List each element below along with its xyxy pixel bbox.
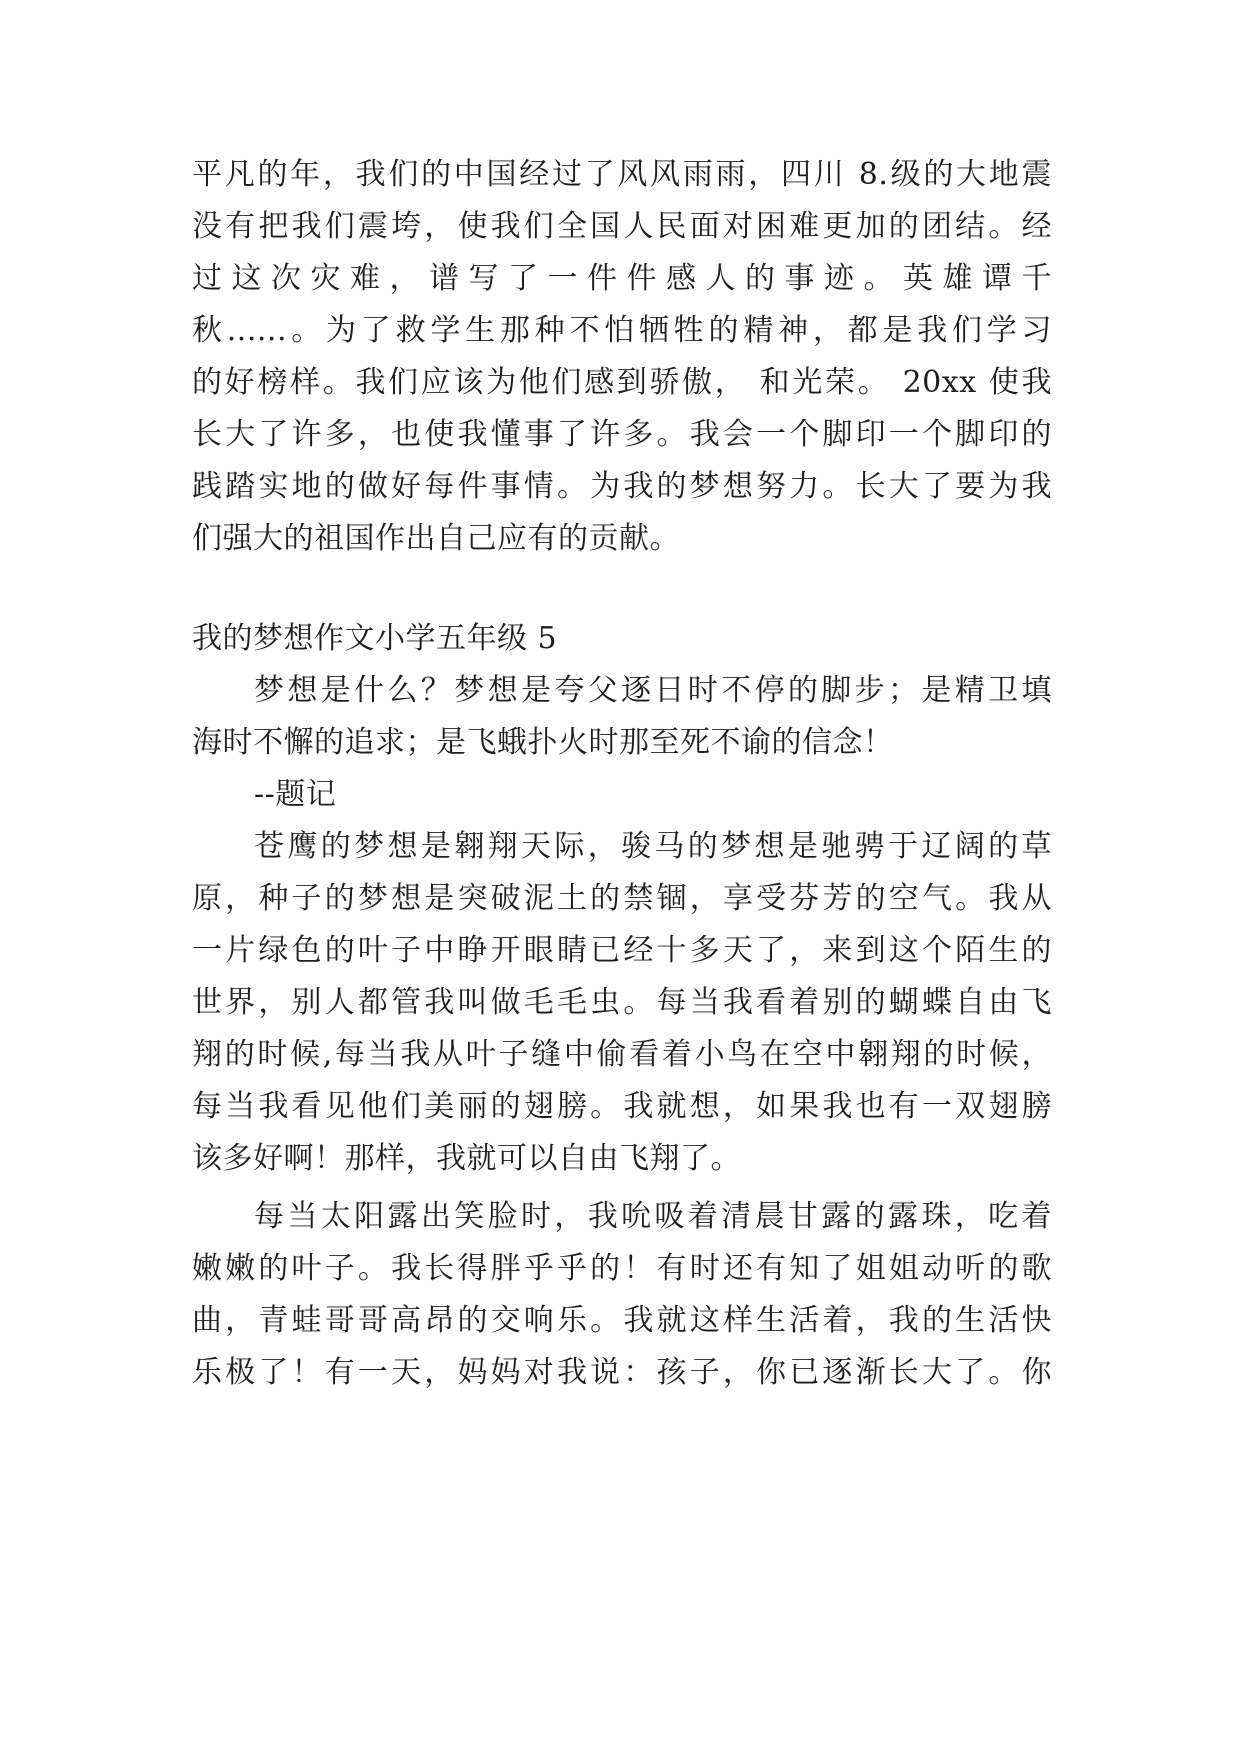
epigraph-attribution: --题记 xyxy=(254,777,337,812)
body-text-line: 该多好啊！那样，我就可以自由飞翔了。 xyxy=(192,1141,741,1176)
body-text-line: 们强大的祖国作出自己应有的贡献。 xyxy=(192,521,680,556)
section-title: 我的梦想作文小学五年级 5 xyxy=(192,621,558,656)
body-text-line: 乐极了！有一天，妈妈对我说：孩子，你已逐渐长大了。你 xyxy=(192,1355,1052,1390)
body-text-line: 世界，别人都管我叫做毛毛虫。每当我看着别的蝴蝶自由飞 xyxy=(192,985,1052,1020)
epigraph-line: 梦想是什么？梦想是夸父逐日时不停的脚步；是精卫填 xyxy=(254,673,1052,708)
body-text-line: 原，种子的梦想是突破泥土的禁锢，享受芬芳的空气。我从 xyxy=(192,881,1052,916)
body-text-line: 一片绿色的叶子中睁开眼睛已经十多天了，来到这个陌生的 xyxy=(192,933,1052,968)
body-text-line: 秋......。为了救学生那种不怕牺牲的精神，都是我们学习 xyxy=(192,313,1052,348)
epigraph-line: 海时不懈的追求；是飞蛾扑火时那至死不谕的信念！ xyxy=(192,725,894,760)
body-text-line: 过这次灾难，谱写了一件件感人的事迹。英雄谭千 xyxy=(192,261,1052,296)
body-text-line: 践踏实地的做好每件事情。为我的梦想努力。长大了要为我 xyxy=(192,469,1052,504)
body-text-line: 苍鹰的梦想是翱翔天际，骏马的梦想是驰骋于辽阔的草 xyxy=(254,829,1052,864)
body-text-line: 每当太阳露出笑脸时，我吮吸着清晨甘露的露珠，吃着 xyxy=(254,1199,1052,1234)
body-text-line: 的好榜样。我们应该为他们感到骄傲， 和光荣。 20xx 使我 xyxy=(192,365,1052,400)
body-text-line: 没有把我们震垮，使我们全国人民面对困难更加的团结。经 xyxy=(192,209,1052,244)
body-text-line: 平凡的年，我们的中国经过了风风雨雨，四川 8.级的大地震 xyxy=(192,157,1052,192)
body-text-line: 翔的时候,每当我从叶子缝中偷看着小鸟在空中翱翔的时候， xyxy=(192,1037,1052,1072)
body-text-line: 嫩嫩的叶子。我长得胖乎乎的！有时还有知了姐姐动听的歌 xyxy=(192,1251,1052,1286)
body-text-line: 长大了许多，也使我懂事了许多。我会一个脚印一个脚印的 xyxy=(192,417,1052,452)
body-text-line: 每当我看见他们美丽的翅膀。我就想，如果我也有一双翅膀 xyxy=(192,1089,1052,1124)
body-text-line: 曲，青蛙哥哥高昂的交响乐。我就这样生活着，我的生活快 xyxy=(192,1303,1052,1338)
